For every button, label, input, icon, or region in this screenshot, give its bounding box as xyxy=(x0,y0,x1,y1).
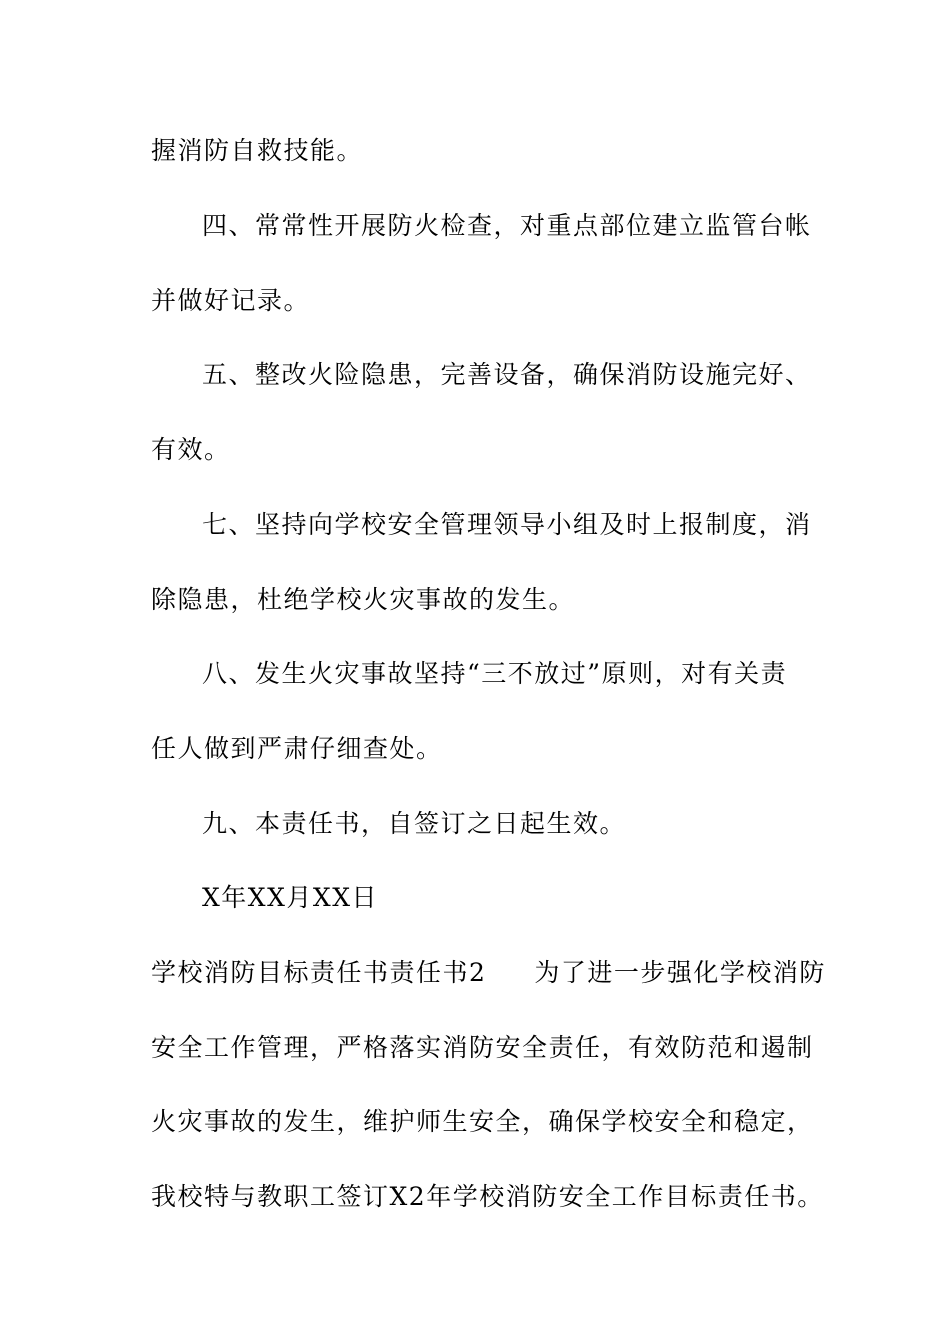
paragraph-line: 有效。 xyxy=(151,435,231,464)
section-title: 学校消防目标责任书责任书2 xyxy=(151,958,487,987)
paragraph-line: 八、发生火灾事故坚持“三不放过”原则，对有关责 xyxy=(202,659,788,688)
date-line: X年XX月XX日 xyxy=(202,883,378,912)
paragraph-line: 七、坚持向学校安全管理领导小组及时上报制度，消 xyxy=(202,510,812,539)
paragraph-line: 安全工作管理，严格落实消防安全责任，有效防范和遏制 xyxy=(151,1033,814,1062)
paragraph-line: 九、本责任书，自签订之日起生效。 xyxy=(202,809,627,838)
paragraph-line: 任人做到严肃仔细查处。 xyxy=(151,734,443,763)
paragraph-line: 握消防自救技能。 xyxy=(151,136,364,165)
paragraph-line: 除隐患，杜绝学校火灾事故的发生。 xyxy=(151,585,576,614)
paragraph-line: 并做好记录。 xyxy=(151,286,311,315)
paragraph-line: 我校特与教职工签订X2年学校消防安全工作目标责任书。 xyxy=(151,1182,824,1211)
section-heading-line xyxy=(151,953,826,993)
paragraph-line: 火灾事故的发生，维护师生安全，确保学校安全和稳定， xyxy=(151,1107,814,1136)
paragraph-line: 四、常常性开展防火检查，对重点部位建立监管台帐 xyxy=(202,211,812,240)
paragraph-line: 五、整改火险隐患，完善设备，确保消防设施完好、 xyxy=(202,360,812,389)
section-intro-start: 为了进一步强化学校消防 xyxy=(534,958,826,987)
